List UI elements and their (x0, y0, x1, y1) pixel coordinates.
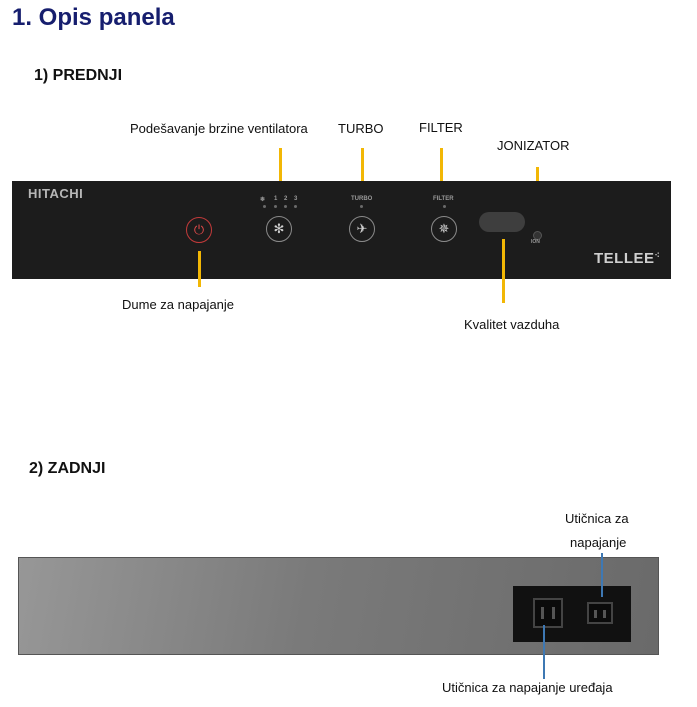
turbo-button[interactable] (349, 216, 375, 242)
hitachi-logo: HITACHI (28, 186, 84, 201)
device-power-socket (533, 598, 563, 628)
filter-callout-line (440, 148, 443, 184)
power-callout-line (198, 251, 201, 287)
tellee-logo: TELLEE⁖ (594, 250, 661, 267)
ion-panel-label: ION (531, 239, 540, 245)
power-outlet-label-line1: Utičnica za (565, 511, 629, 526)
power-outlet-label-line2: napajanje (570, 535, 627, 550)
filter-panel-label: FILTER (433, 196, 454, 202)
fan-icon: ✻ (273, 221, 285, 236)
air-quality-label: Kvalitet vazduha (464, 317, 560, 332)
filter-label: FILTER (419, 120, 463, 135)
front-heading: 1) PREDNJI (34, 67, 123, 84)
device-outlet-callout-line (543, 625, 545, 679)
speed-indicator-led (263, 205, 266, 208)
fan-mode-icon: ❄ (260, 197, 266, 203)
speed-indicator-led (284, 205, 287, 208)
speed-2-label: 2 (284, 196, 288, 202)
page-title: 1. Opis panela (12, 4, 175, 31)
speed-indicator-led (294, 205, 297, 208)
device-outlet-label: Utičnica za napajanje uređaja (442, 680, 613, 695)
air-quality-callout-line (502, 239, 505, 303)
fan-speed-label: Podešavanje brzine ventilatora (130, 121, 308, 136)
turbo-panel-label: TURBO (351, 196, 373, 202)
power-label: Dume za napajanje (122, 297, 235, 312)
speed-3-label: 3 (294, 196, 298, 202)
power-icon: ⏻ (193, 222, 205, 237)
power-input-socket (587, 602, 613, 624)
rear-heading: 2) ZADNJI (29, 460, 106, 477)
turbo-indicator-led (360, 205, 363, 208)
power-outlet-callout-line (601, 553, 603, 597)
ionizer-label: JONIZATOR (497, 138, 570, 153)
rear-panel (18, 557, 659, 655)
socket-module (513, 586, 631, 642)
fan-speed-button[interactable] (266, 216, 292, 242)
filter-button[interactable] (431, 216, 457, 242)
speed-indicator-led (274, 205, 277, 208)
air-quality-sensor (479, 212, 525, 232)
turbo-label: TURBO (338, 121, 384, 136)
power-button[interactable] (186, 217, 212, 243)
front-panel (12, 181, 671, 279)
turbo-callout-line (361, 148, 364, 184)
speed-1-label: 1 (274, 196, 278, 202)
filter-indicator-led (443, 205, 446, 208)
turbo-icon: ✈ (356, 221, 368, 236)
filter-icon: ✵ (438, 221, 450, 236)
